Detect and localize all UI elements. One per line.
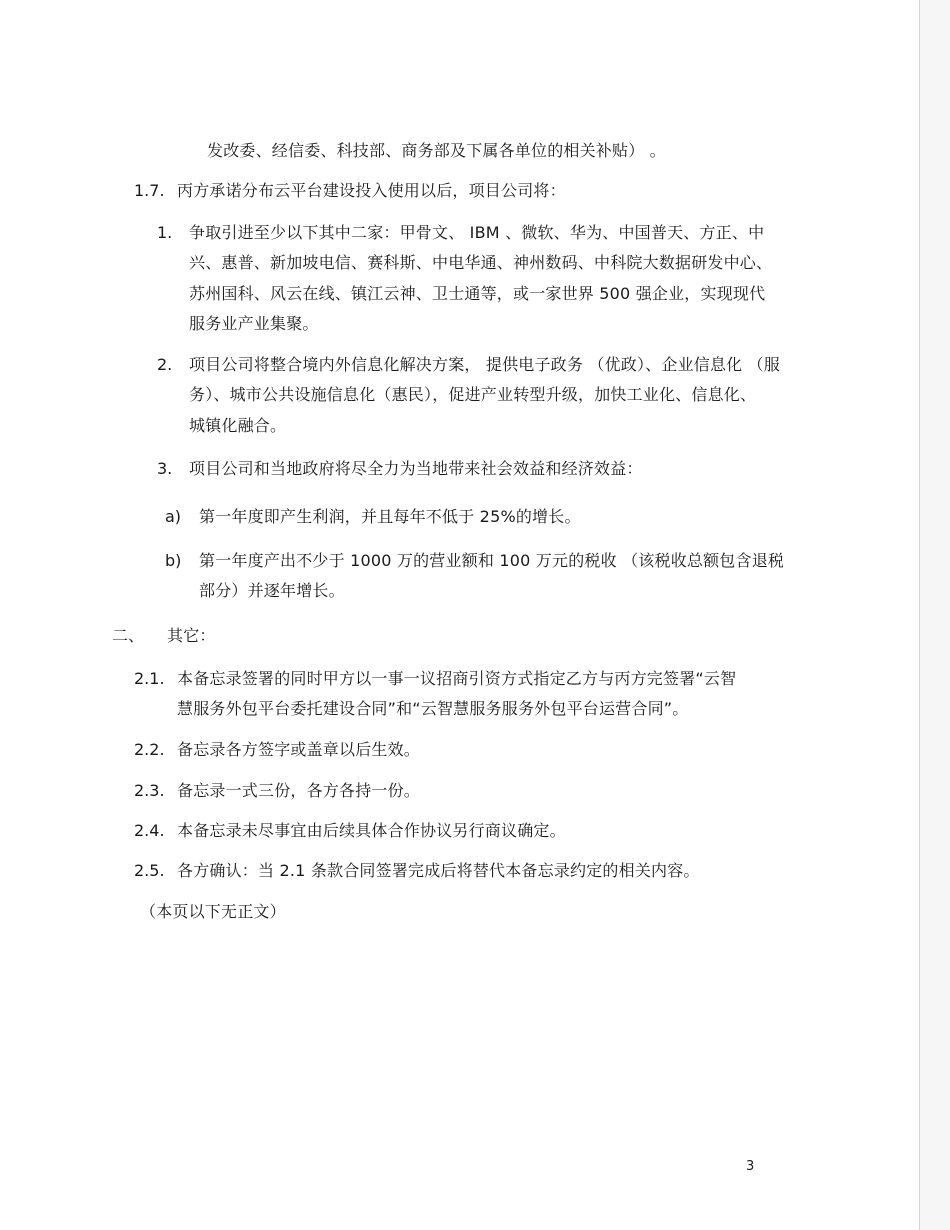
sublist-text: 第一年度即产生利润，并且每年不低于 25%的增长。 bbox=[199, 507, 581, 526]
list-text: 项目公司和当地政府将尽全力为当地带来社会效益和经济效益： bbox=[189, 459, 643, 478]
clause-text: 备忘录各方签字或盖章以后生效。 bbox=[177, 740, 421, 759]
viewer-margin bbox=[920, 0, 950, 1230]
list-text: 务）、城市公共设施信息化（惠民），促进产业转型升级，加快工业化、信息化、 bbox=[189, 385, 757, 404]
clause-text: 本备忘录签署的同时甲方以一事一议招商引资方式指定乙方与丙方完签署“云智 bbox=[177, 669, 737, 688]
clause-text: 备忘录一式三份，各方各持一份。 bbox=[177, 781, 421, 800]
list-number: 3. bbox=[157, 459, 173, 478]
sublist-text: 部分）并逐年增长。 bbox=[199, 581, 345, 600]
clause-number: 2.4. bbox=[134, 821, 165, 840]
page-number: 3 bbox=[746, 1159, 755, 1174]
sublist-letter: b) bbox=[165, 551, 182, 570]
clause-number: 2.3. bbox=[134, 781, 165, 800]
sublist-text: 第一年度产出不少于 1000 万的营业额和 100 万元的税收 （该税收总额包含退税 bbox=[199, 551, 785, 570]
clause-number: 2.5. bbox=[134, 861, 165, 880]
list-text: 项目公司将整合境内外信息化解决方案， 提供电子政务 （优政）、企业信息化 （服 bbox=[189, 355, 781, 374]
sublist-letter: a) bbox=[165, 507, 182, 526]
list-number: 2. bbox=[157, 355, 173, 374]
list-text: 苏州国科、风云在线、镇江云神、卫士通等，或一家世界 500 强企业，实现现代 bbox=[189, 284, 766, 303]
section-number: 二、 bbox=[112, 626, 145, 645]
list-text: 兴、惠普、新加坡电信、赛科斯、中电华通、神州数码、中科院大数据研发中心、 bbox=[189, 253, 773, 272]
end-of-text-note: （本页以下无正文） bbox=[140, 902, 286, 921]
clause-number: 2.2. bbox=[134, 740, 165, 759]
clause-number: 1.7. bbox=[134, 181, 165, 200]
clause-text: 各方确认：当 2.1 条款合同签署完成后将替代本备忘录约定的相关内容。 bbox=[177, 861, 700, 880]
section-heading: 其它： bbox=[167, 626, 216, 645]
clause-text: 慧服务外包平台委托建设合同”和“云智慧服务服务外包平台运营合同”。 bbox=[177, 699, 689, 718]
clause-text: 丙方承诺分布云平台建设投入使用以后，项目公司将： bbox=[177, 181, 566, 200]
list-text: 城镇化融合。 bbox=[189, 416, 287, 435]
list-text: 争取引进至少以下其中二家：甲骨文、 IBM 、微软、华为、中国普天、方正、中 bbox=[189, 223, 765, 242]
clause-number: 2.1. bbox=[134, 669, 165, 688]
clause-text: 本备忘录未尽事宜由后续具体合作协议另行商议确定。 bbox=[177, 821, 566, 840]
text-line: 发改委、经信委、科技部、商务部及下属各单位的相关补贴） 。 bbox=[207, 141, 666, 160]
list-text: 服务业产业集聚。 bbox=[189, 314, 319, 333]
list-number: 1. bbox=[157, 223, 173, 242]
